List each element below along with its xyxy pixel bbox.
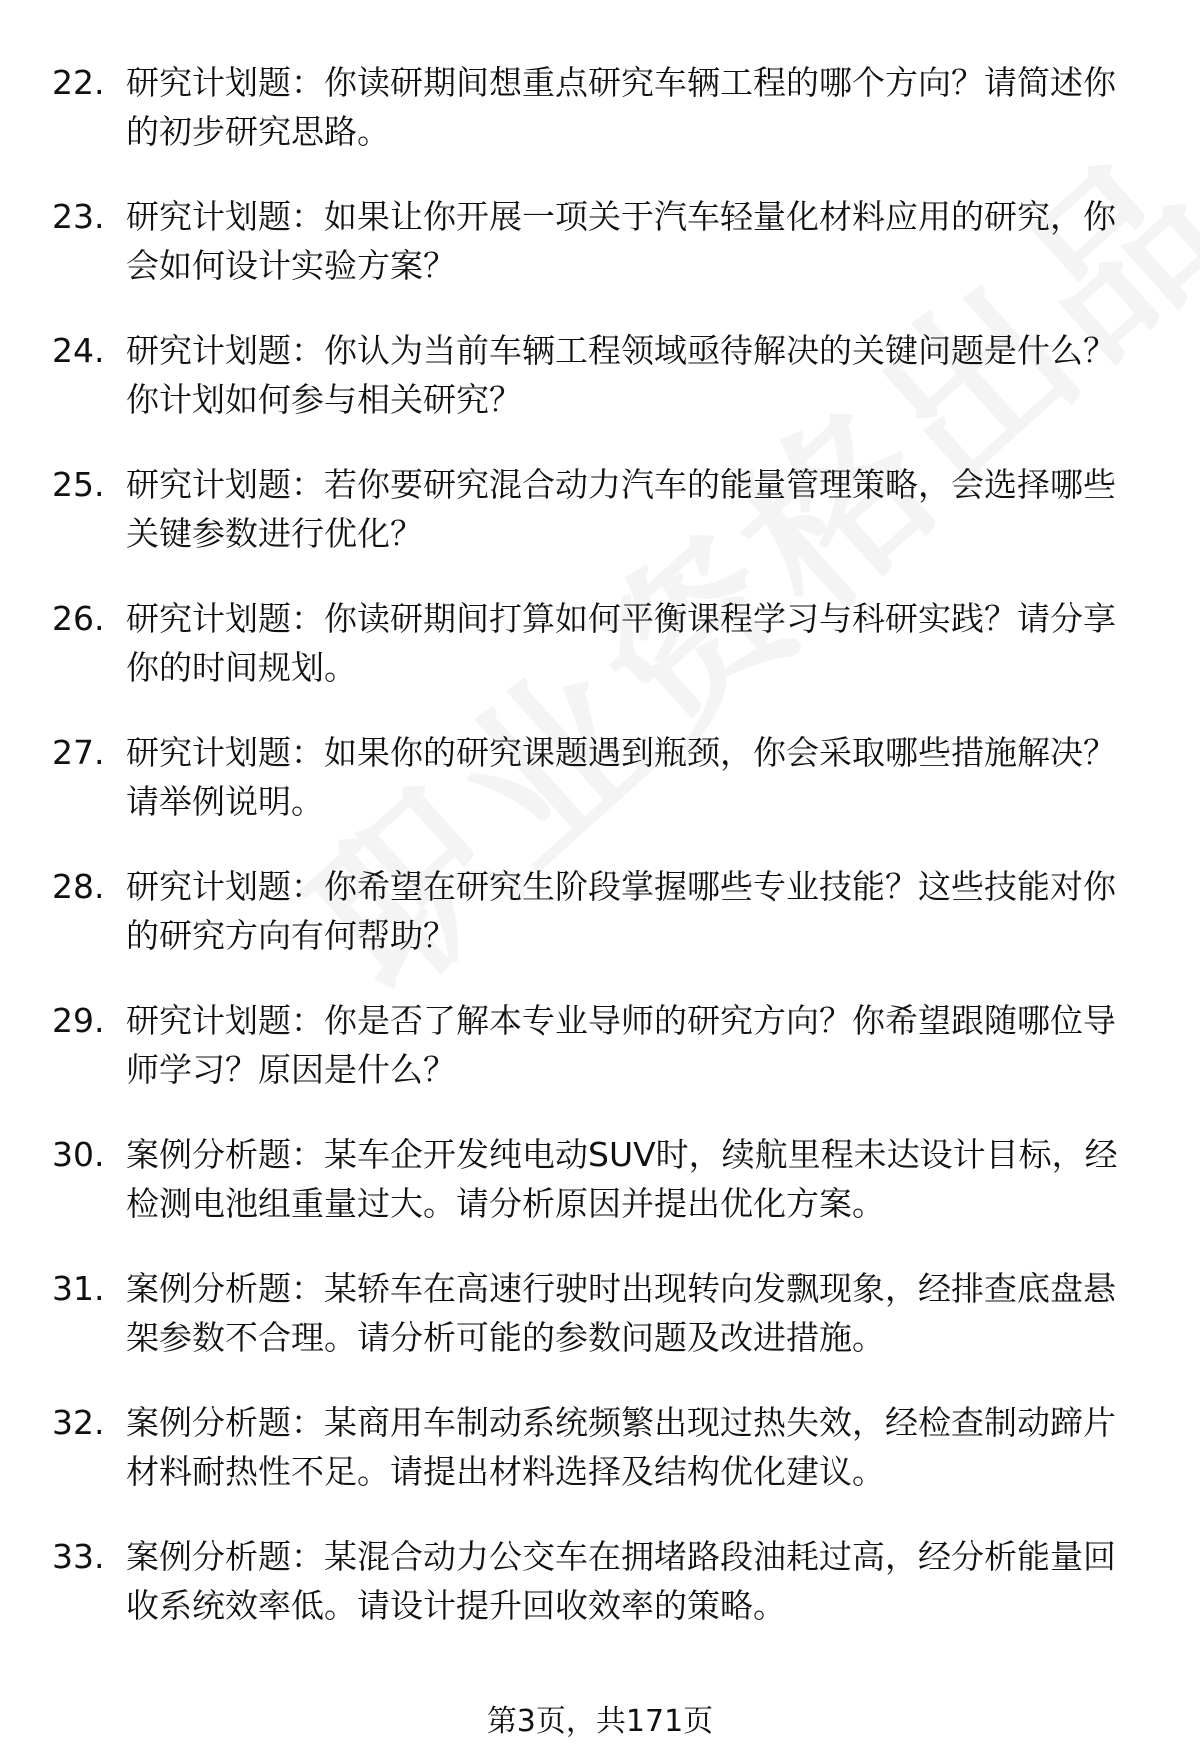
question-text: 案例分析题：某混合动力公交车在拥堵路段油耗过高，经分析能量回收系统效率低。请设计提升回收效率的策略。 xyxy=(126,1537,1116,1625)
list-item xyxy=(52,192,1152,290)
list-item xyxy=(52,1398,1152,1496)
question-number: 33. xyxy=(52,1537,105,1576)
question-text: 研究计划题：你认为当前车辆工程领域亟待解决的关键问题是什么？你计划如何参与相关研究？ xyxy=(126,331,1116,419)
question-number: 32. xyxy=(52,1403,105,1442)
list-item xyxy=(52,728,1152,826)
list-item xyxy=(52,58,1152,156)
question-number: 29. xyxy=(52,1001,105,1040)
question-text: 案例分析题：某车企开发纯电动SUV时，续航里程未达设计目标，经检测电池组重量过大。请分析原因并提出优化方案。 xyxy=(126,1135,1118,1223)
question-text: 研究计划题：如果你的研究课题遇到瓶颈，你会采取哪些措施解决？请举例说明。 xyxy=(126,733,1116,821)
question-text: 研究计划题：你希望在研究生阶段掌握哪些专业技能？这些技能对你的研究方向有何帮助？ xyxy=(126,867,1116,955)
question-text: 案例分析题：某商用车制动系统频繁出现过热失效，经检查制动蹄片材料耐热性不足。请提出材料选择及结构优化建议。 xyxy=(126,1403,1116,1491)
question-text: 研究计划题：若你要研究混合动力汽车的能量管理策略，会选择哪些关键参数进行优化？ xyxy=(126,465,1116,553)
question-number: 23. xyxy=(52,197,105,236)
question-text: 研究计划题：你是否了解本专业导师的研究方向？你希望跟随哪位导师学习？原因是什么？ xyxy=(126,1001,1116,1089)
list-item xyxy=(52,460,1152,558)
question-number: 25. xyxy=(52,465,105,504)
question-number: 26. xyxy=(52,599,105,638)
list-item xyxy=(52,1130,1152,1228)
question-number: 22. xyxy=(52,63,105,102)
question-number: 30. xyxy=(52,1135,105,1174)
question-text: 研究计划题：如果让你开展一项关于汽车轻量化材料应用的研究，你会如何设计实验方案？ xyxy=(126,197,1116,285)
question-text: 案例分析题：某轿车在高速行驶时出现转向发飘现象，经排查底盘悬架参数不合理。请分析可能的参数问题及改进措施。 xyxy=(126,1269,1116,1357)
list-item xyxy=(52,1264,1152,1362)
list-item xyxy=(52,326,1152,424)
list-item xyxy=(52,862,1152,960)
question-number: 28. xyxy=(52,867,105,906)
list-item xyxy=(52,1532,1152,1630)
list-item xyxy=(52,996,1152,1094)
question-number: 31. xyxy=(52,1269,105,1308)
list-item xyxy=(52,594,1152,692)
page-number-label: 第3页，共171页 xyxy=(486,1704,714,1739)
question-text: 研究计划题：你读研期间打算如何平衡课程学习与科研实践？请分享你的时间规划。 xyxy=(126,599,1116,687)
question-number: 24. xyxy=(52,331,105,370)
question-list xyxy=(52,58,1152,1666)
question-number: 27. xyxy=(52,733,105,772)
page-footer xyxy=(0,1702,1200,1742)
question-text: 研究计划题：你读研期间想重点研究车辆工程的哪个方向？请简述你的初步研究思路。 xyxy=(126,63,1116,151)
